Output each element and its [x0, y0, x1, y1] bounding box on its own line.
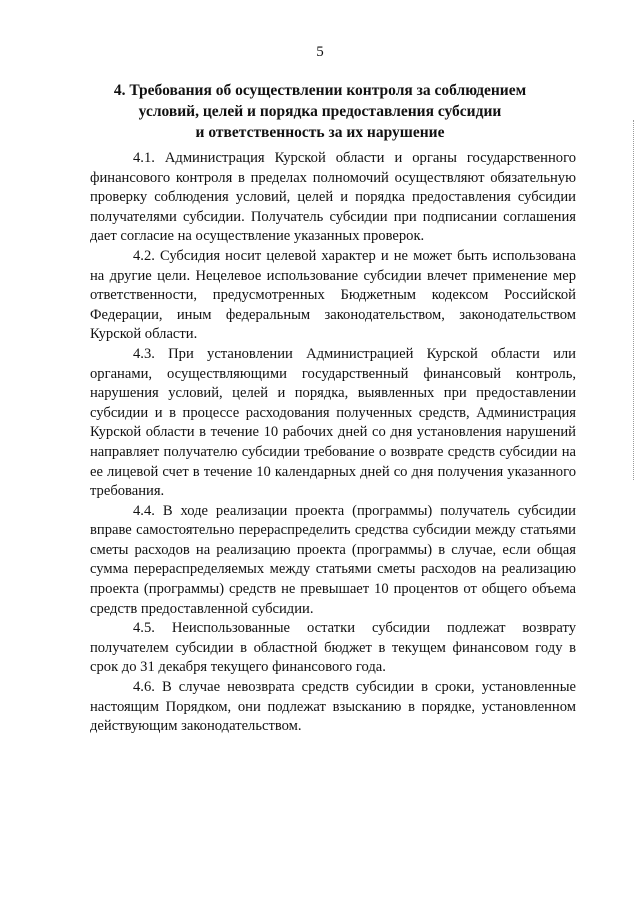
- section-body: [90, 149, 576, 737]
- paragraph-4-1: 4.1. Администрация Курской области и органы государственного финансового контроля в пределах полномочий осуществляют обязательную проверку соблюдения условий, целей и порядка предоставления субсидии получателями субсидии. Получатель субсидии при подписании соглашения дает согласие на осуществление указанных проверок.: [90, 150, 576, 245]
- section-heading: [100, 80, 540, 143]
- paragraph-4-4: 4.4. В ходе реализации проекта (программы) получатель субсидии вправе самостоятельно перераспределить средства субсидии между статьями сметы расходов на реализацию проекта (программы) в случае, если общая сумма перераспределяемых между статьями сметы расходов на реализацию проекта (программы) средств не превышает 10 процентов от общего объема средств предоставленной субсидии.: [90, 502, 576, 617]
- page-number: 5: [316, 44, 324, 60]
- paragraph-4-3: 4.3. При установлении Администрацией Курской области или органами, осуществляющими государственный финансовый контроль, нарушения условий, целей и порядка, выявленных при предоставлении субсидии и в процессе расходования полученных средств, Администрация Курской области в течение 10 рабочих дней со дня установления нарушений направляет получателю субсидии требование о возврате средств субсидии на ее лицевой счет в течение 10 календарных дней со дня получения указанного требования.: [90, 345, 576, 500]
- paragraph-4-6: 4.6. В случае невозврата средств субсидии в сроки, установленные настоящим Порядком, они подлежат взысканию в порядке, установленном действующим законодательством.: [90, 679, 576, 735]
- section-heading-line: условий, целей и порядка предоставления субсидии: [138, 103, 502, 120]
- section-heading-line: и ответственность за их нарушение: [195, 124, 445, 141]
- paragraph-4-2: 4.2. Субсидия носит целевой характер и не может быть использована на другие цели. Нецелевое использование субсидии влечет применение мер ответственности, предусмотренных Бюджетным кодексом Российской Федерации, иным федеральным законодательством, законодательством Курской области.: [90, 247, 576, 343]
- paragraph-4-5: 4.5. Неиспользованные остатки субсидии подлежат возврату получателем субсидии в областной бюджет в текущем финансовом году в срок до 31 декабря текущего финансового года.: [90, 620, 576, 676]
- scan-edge-mark: [632, 120, 634, 480]
- section-heading-line: 4. Требования об осуществлении контроля за соблюдением: [113, 82, 527, 99]
